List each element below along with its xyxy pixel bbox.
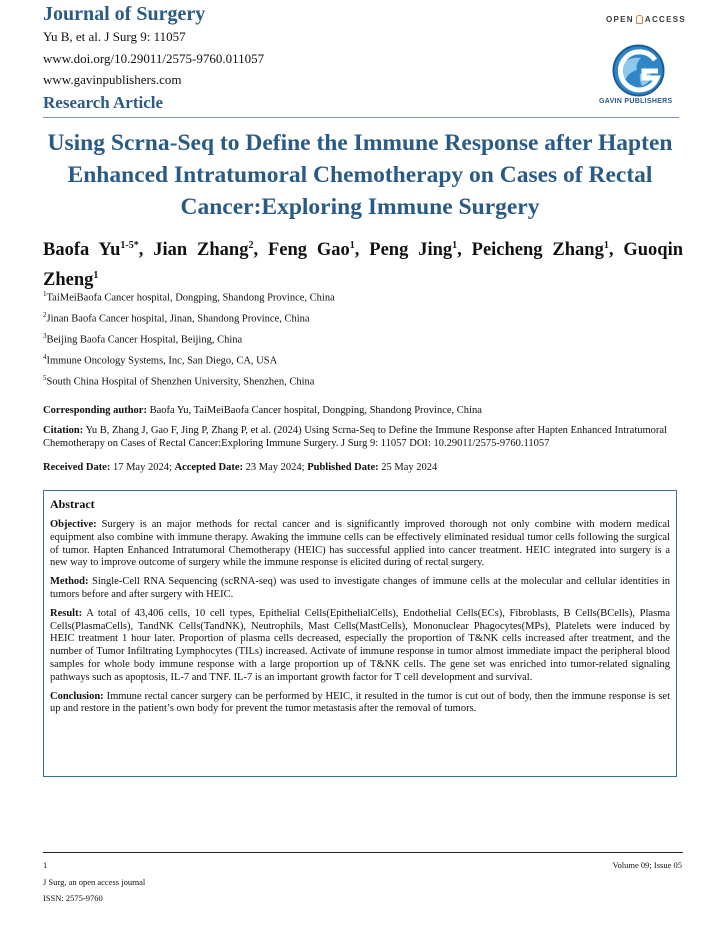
affiliation-number: 3 <box>43 332 47 340</box>
author-name: Peng Jing <box>369 240 453 261</box>
author-affiliation-marker: 1 <box>603 240 609 251</box>
affiliation-text: TaiMeiBaofa Cancer hospital, Dongping, Shandong Province, China <box>46 292 335 304</box>
author-separator: , <box>457 240 472 261</box>
footer-volume-issue: Volume 09; Issue 05 <box>612 860 682 870</box>
affiliation-number: 2 <box>43 311 47 319</box>
accepted-date-label: Accepted Date: <box>174 462 244 473</box>
affiliation-text: South China Hospital of Shenzhen University, Shenzhen, China <box>46 376 315 388</box>
affiliation-text: Immune Oncology Systems, Inc, San Diego, CA, USA <box>46 355 278 367</box>
open-access-label-pre: OPEN <box>606 15 634 24</box>
affiliation <box>43 332 242 346</box>
author-name: Feng Gao <box>267 240 350 261</box>
article-type: Research Article <box>43 93 164 112</box>
affiliation-text: Beijing Baofa Cancer Hospital, Beijing, China <box>46 334 243 346</box>
journal-name: Journal of Surgery <box>43 3 206 25</box>
published-date-label: Published Date: <box>307 462 379 473</box>
affiliation-number: 4 <box>43 353 47 361</box>
abstract-conclusion <box>50 691 670 717</box>
abstract-section-label: Conclusion: <box>50 690 104 702</box>
author-affiliation-marker: 1 <box>93 270 99 282</box>
author-name: Peicheng Zhang <box>471 240 604 261</box>
affiliation <box>43 353 277 367</box>
affiliation <box>43 311 310 325</box>
author-affiliation-marker: 1 <box>452 240 458 251</box>
author-separator: , <box>608 240 624 261</box>
author-separator: , <box>138 240 154 261</box>
received-date: 17 May 2024; <box>110 462 175 473</box>
abstract-section-text: Immune rectal cancer surgery can be performed by HEIC, it resulted in the tumor is cut out of body, then the immune response is set up and restore in the patient’s own body for prevent the tumor metastasis after the removal of tumors. <box>50 690 670 715</box>
abstract-objective <box>50 519 670 570</box>
header-divider <box>43 117 679 118</box>
received-date-label: Received Date: <box>43 462 111 473</box>
open-access-badge <box>606 15 686 24</box>
affiliation <box>43 290 335 304</box>
abstract-method <box>50 576 670 602</box>
abstract-result <box>50 608 670 685</box>
author-affiliation-marker: 1-5* <box>120 240 139 251</box>
gavin-publishers-logo-icon <box>611 44 666 97</box>
corresponding-author-label: Corresponding author: <box>43 405 147 416</box>
abstract-section-text: Single-Cell RNA Sequencing (scRNA-seq) was used to investigate changes of immune cells at the molecular and cellular identities in tumors before and after surgery with HEIC. <box>50 576 670 600</box>
citation <box>43 424 683 450</box>
doi-link[interactable]: www.doi.org/10.29011/2575-9760.011057 <box>43 51 265 66</box>
footer-divider <box>43 852 683 853</box>
corresponding-author <box>43 404 683 417</box>
published-date: 25 May 2024 <box>378 462 438 473</box>
abstract-box <box>43 490 677 777</box>
accepted-date: 23 May 2024; <box>243 462 308 473</box>
publication-dates <box>43 461 683 474</box>
author-separator: , <box>253 240 268 261</box>
author-separator: , <box>354 240 370 261</box>
open-access-label-post: ACCESS <box>644 15 687 24</box>
abstract-heading: Abstract <box>50 497 95 511</box>
affiliation-number: 1 <box>43 290 47 298</box>
affiliation-number: 5 <box>43 374 47 382</box>
author-affiliation-marker: 1 <box>349 240 355 251</box>
author-name: Jian Zhang <box>153 240 249 261</box>
footer-journal: J Surg, an open access journal <box>43 877 146 887</box>
author-name: Baofa Yu <box>43 240 121 261</box>
citation-text: Yu B, Zhang J, Gao F, Jing P, Zhang P, et al. (2024) Using Scrna-Seq to Define the Immune Response after Hapten Enhanced Intratumoral Chemotherapy on Cases of Rectal Cancer:Exploring Immune Surgery. J Surg 9: 11057 DOI: 10.29011/2575-9760.11057 <box>43 425 667 449</box>
author-name: Guoqin Zheng <box>43 240 684 291</box>
author-affiliation-marker: 2 <box>248 240 254 251</box>
article-title: Using Scrna-Seq to Define the Immune Response after Hapten Enhanced Intratumoral Chemotherapy on Cases of Rectal Cancer:Exploring Immune Surgery <box>47 130 673 220</box>
citation-short: Yu B, et al. J Surg 9: 11057 <box>43 29 186 44</box>
affiliation <box>43 374 314 388</box>
abstract-section-label: Result: <box>50 607 83 619</box>
page-number: 1 <box>43 860 48 870</box>
abstract-section-label: Objective: <box>50 519 97 530</box>
abstract-section-text: Surgery is an major methods for rectal cancer and is significantly improved thorough not only combine with modern medical equipment also combine with immune therapy. Awaking the immune cells can be effectively eliminated residual tumor cells following the surgical of tumor. Hapten Enhanced Intratumoral Chemotherapy (HEIC) has successful applied into cancer treatment. HEIC integrated into surgery is a new way to improve outcome of surgery while the immune response is elicited during of rectal surgery. <box>50 519 670 569</box>
publisher-name: GAVIN PUBLISHERS <box>599 98 673 105</box>
footer-issn: ISSN: 2575-9760 <box>43 893 103 903</box>
author-list <box>43 233 683 293</box>
affiliation-text: Jinan Baofa Cancer hospital, Jinan, Shandong Province, China <box>46 313 310 325</box>
abstract-section-text: A total of 43,406 cells, 10 cell types, Epithelial Cells(EpithelialCells), Endothelial Cells(ECs), Fibroblasts, B Cells(BCells), Plasma Cells(PlasmaCells), TandNK Cells(TandNK), Neutrophils, Mast Cells(MastCells), Mononuclear Phagocytes(MPs), Platelets were induced by HEIC treatment 1 hour later. Proportion of plasma cells decreased, especially the proportion of T&NK cells increased after treatment, and the number of Tumor Infiltrating Lymphocytes (TILs) increased. Activate of immune response in tumor almost immediate impact the peripheral blood samples for whole body immune response with a large proportion up of T&NK cells. The gene set was enriched into tumor-related signaling pathways such as apoptosis, IL-7 and TNF. IL-7 is an important growth factor for T cell development and survival. <box>50 607 670 683</box>
abstract-section-label: Method: <box>50 576 89 588</box>
citation-label: Citation: <box>43 425 84 436</box>
corresponding-author-text: Baofa Yu, TaiMeiBaofa Cancer hospital, Dongping, Shandong Province, China <box>146 405 482 416</box>
open-lock-icon <box>636 15 643 24</box>
publisher-website-link[interactable]: www.gavinpublishers.com <box>43 72 182 87</box>
